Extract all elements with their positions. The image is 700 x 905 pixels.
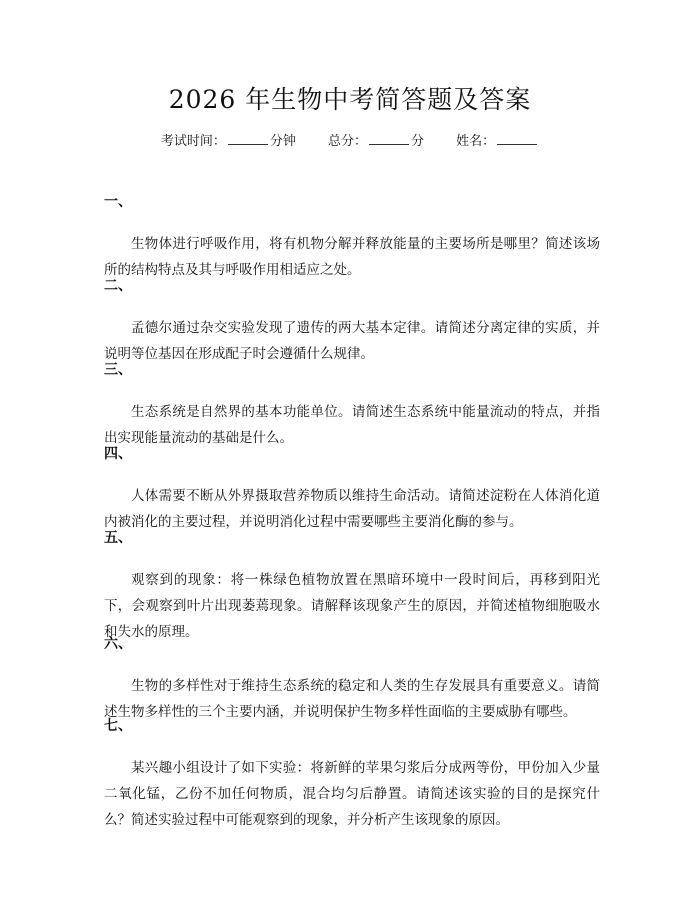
question-4	[104, 444, 600, 535]
score-unit: 分	[411, 134, 425, 149]
time-blank	[228, 130, 268, 145]
score-label: 总分：	[327, 134, 367, 149]
question-text: 人体需要不断从外界摄取营养物质以维持生命活动。请简述淀粉在人体消化道内被消化的主要过程，并说明消化过程中需要哪些主要消化酶的参与。	[104, 488, 600, 530]
question-text: 生物体进行呼吸作用，将有机物分解并释放能量的主要场所是哪里？简述该场所的结构特点及其与呼吸作用相适应之处。	[104, 236, 600, 278]
score-blank	[369, 130, 409, 145]
question-number: 五、	[104, 530, 132, 546]
question-text: 生态系统是自然界的基本功能单位。请简述生态系统中能量流动的特点，并指出实现能量流动的基础是什么。	[104, 404, 600, 446]
question-number: 一、	[104, 194, 132, 210]
question-1	[104, 192, 600, 283]
name-label: 姓名：	[456, 134, 496, 149]
question-text: 孟德尔通过杂交实验发现了遗传的两大基本定律。请简述分离定律的实质，并说明等位基因在形成配子时会遵循什么规律。	[104, 320, 600, 362]
question-3	[104, 360, 600, 451]
page-title: 2026 年生物中考简答题及答案	[168, 85, 532, 114]
time-unit: 分钟	[269, 134, 296, 149]
question-number: 七、	[104, 718, 132, 734]
question-7	[104, 716, 600, 833]
question-2	[104, 276, 600, 367]
exam-meta	[0, 130, 700, 152]
question-number: 三、	[104, 362, 132, 378]
question-text: 观察到的现象：将一株绿色植物放置在黑暗环境中一段时间后，再移到阳光下，会观察到叶片出现萎蔫现象。请解释该现象产生的原因，并简述植物细胞吸水和失水的原理。	[104, 572, 600, 640]
time-label: 考试时间：	[160, 134, 226, 149]
question-6	[104, 634, 600, 725]
question-number: 六、	[104, 636, 132, 652]
name-blank	[497, 130, 537, 145]
question-text: 某兴趣小组设计了如下实验：将新鲜的苹果匀浆后分成两等份，甲份加入少量二氧化锰，乙份不加任何物质，混合均匀后静置。请简述该实验的目的是探究什么？简述实验过程中可能观察到的现象，并分析产生该现象的原因。	[104, 760, 600, 828]
question-number: 二、	[104, 278, 132, 294]
student-name	[456, 130, 539, 152]
question-number: 四、	[104, 446, 132, 462]
question-text: 生物的多样性对于维持生态系统的稳定和人类的生存发展具有重要意义。请简述生物多样性的三个主要内涵，并说明保护生物多样性面临的主要威胁有哪些。	[104, 678, 600, 720]
total-score	[328, 130, 424, 152]
question-5	[104, 528, 600, 645]
exam-time	[161, 130, 296, 152]
